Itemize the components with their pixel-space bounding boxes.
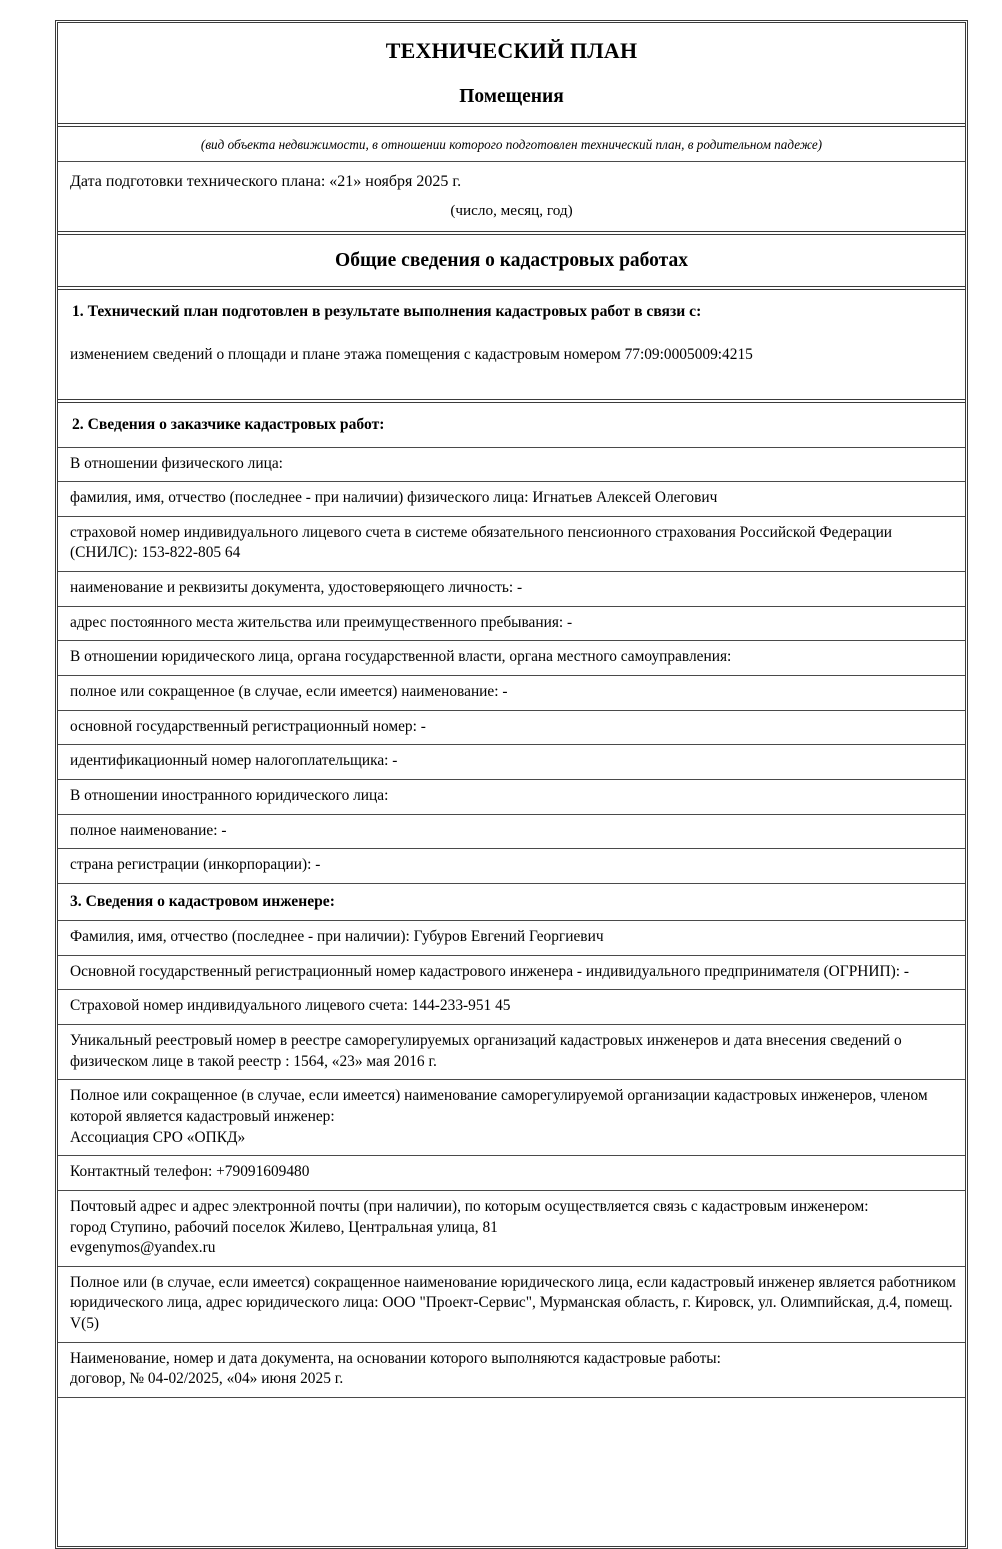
table-row: Основной государственный регистрационный номер кадастрового инженера - индивидуального предпринимателя (ОГРНИП): - bbox=[58, 956, 965, 991]
table-row: идентификационный номер налогоплательщика: - bbox=[58, 745, 965, 780]
clause-3-heading: 3. Сведения о кадастровом инженере: bbox=[58, 884, 965, 921]
table-row: адрес постоянного места жительства или преимущественного пребывания: - bbox=[58, 607, 965, 642]
subtitle-caption: (вид объекта недвижимости, в отношении которого подготовлен технический план, в родительном падеже) bbox=[58, 127, 965, 162]
clause-1-heading: 1. Технический план подготовлен в результате выполнения кадастровых работ в связи с: bbox=[72, 302, 702, 320]
section-general-title: Общие сведения о кадастровых работах bbox=[58, 235, 965, 290]
table-row: Полное или (в случае, если имеется) сокращенное наименование юридического лица, если кадастровый инженер является работником юридического лица, адрес юридического лица: ООО "Проект-Сервис", Мурманская область, г. Кировск, ул. Олимпийская, д.4, помещ. V(5) bbox=[58, 1267, 965, 1343]
clause-1-body: изменением сведений о площади и плане этажа помещения с кадастровым номером 77:09:0005009:4215 bbox=[58, 333, 965, 403]
table-row: полное или сокращенное (в случае, если имеется) наименование: - bbox=[58, 676, 965, 711]
table-row: Контактный телефон: +79091609480 bbox=[58, 1156, 965, 1191]
clause-2-heading: 2. Сведения о заказчике кадастровых работ: bbox=[58, 403, 965, 447]
document-title: ТЕХНИЧЕСКИЙ ПЛАН bbox=[385, 38, 638, 63]
table-row: полное наименование: - bbox=[58, 815, 965, 850]
table-row: Наименование, номер и дата документа, на основании которого выполняются кадастровые работы: договор, № 04-02/2025, «04» июня 2025 г. bbox=[58, 1343, 965, 1398]
table-row: Фамилия, имя, отчество (последнее - при наличии): Губуров Евгений Георгиевич bbox=[58, 921, 965, 956]
table-row: Полное или сокращенное (в случае, если имеется) наименование саморегулируемой организации кадастровых инженеров, членом которой является кадастровый инженер: Ассоциация СРО «ОПКД» bbox=[58, 1080, 965, 1156]
table-row: Уникальный реестровый номер в реестре саморегулируемых организаций кадастровых инженеров и дата внесения сведений о физическом лице в такой реестр : 1564, «23» мая 2016 г. bbox=[58, 1025, 965, 1080]
preparation-date: Дата подготовки технического плана: «21» ноября 2025 г. bbox=[70, 173, 462, 191]
table-row: В отношении юридического лица, органа государственной власти, органа местного самоуправления: bbox=[58, 641, 965, 676]
table-row: страна регистрации (инкорпорации): - bbox=[58, 849, 965, 884]
table-row: В отношении иностранного юридического лица: bbox=[58, 780, 965, 815]
table-row: Страховой номер индивидуального лицевого счета: 144-233-951 45 bbox=[58, 990, 965, 1025]
technical-plan-form bbox=[55, 20, 968, 1549]
date-caption: (число, месяц, год) bbox=[58, 197, 965, 235]
empty-continuation-block bbox=[58, 1398, 965, 1546]
table-row: наименование и реквизиты документа, удостоверяющего личность: - bbox=[58, 572, 965, 607]
table-row: В отношении физического лица: bbox=[58, 448, 965, 483]
table-row: основной государственный регистрационный номер: - bbox=[58, 711, 965, 746]
table-row: страховой номер индивидуального лицевого счета в системе обязательного пенсионного страхования Российской Федерации (СНИЛС): 153-822-805 64 bbox=[58, 517, 965, 572]
table-row: Почтовый адрес и адрес электронной почты (при наличии), по которым осуществляется связь с кадастровым инженером: город Ступино, рабочий поселок Жилево, Центральная улица, 81 evgenymos@yandex.ru bbox=[58, 1191, 965, 1267]
table-row: фамилия, имя, отчество (последнее - при наличии) физического лица: Игнатьев Алексей Олегович bbox=[58, 482, 965, 517]
document-subtitle: Помещения bbox=[58, 78, 965, 127]
